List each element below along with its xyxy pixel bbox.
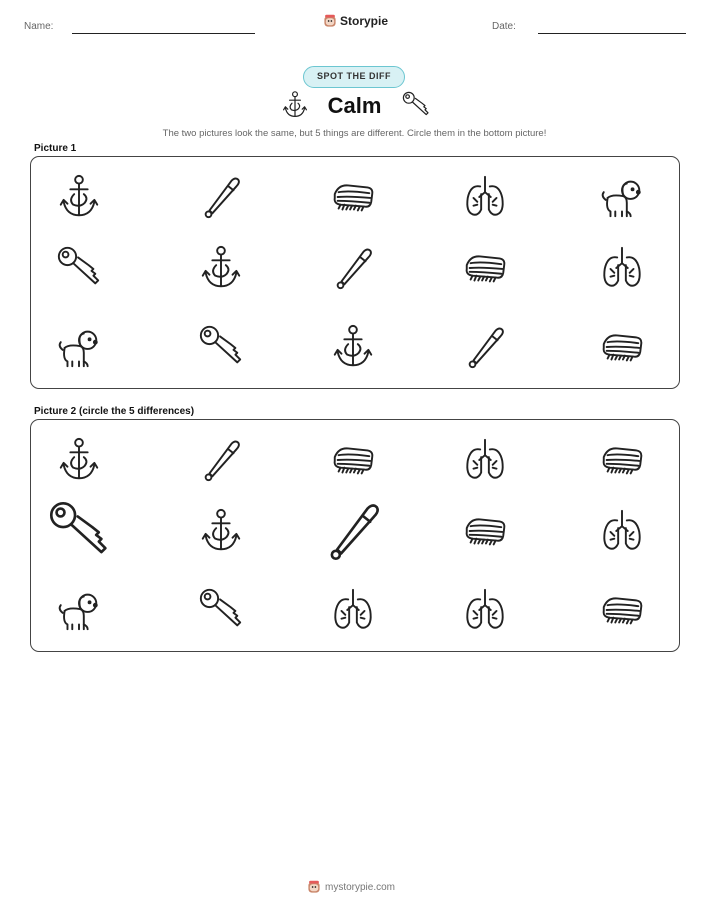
page-title: Calm [327,93,382,118]
blanket-icon[interactable] [329,436,377,484]
picture-2-panel[interactable] [30,419,680,652]
puppy-icon[interactable] [55,586,103,634]
blanket-icon [329,173,377,221]
lungs-icon[interactable] [461,436,509,484]
blanket-icon [598,323,646,371]
picture-2-label: Picture 2 (circle the 5 differences) [34,406,195,417]
key-icon [197,323,245,371]
date-label: Date: [492,21,516,32]
baseball-bat-icon[interactable] [320,498,386,564]
blanket-icon [461,244,509,292]
anchor-icon [197,244,245,292]
date-line[interactable] [538,33,686,34]
key-icon[interactable] [197,586,245,634]
storypie-logo-icon [323,14,337,28]
picture-1-label: Picture 1 [34,143,77,154]
puppy-icon [55,323,103,371]
lungs-icon[interactable] [598,507,646,555]
key-icon [401,90,431,120]
baseball-bat-icon[interactable] [197,436,245,484]
anchor-icon [55,173,103,221]
name-line[interactable] [72,33,255,34]
key-icon[interactable] [46,498,112,564]
lungs-icon[interactable] [329,586,377,634]
brand-name: Storypie [340,14,389,28]
lungs-icon[interactable] [461,586,509,634]
footer [307,880,395,894]
brand [323,14,388,28]
footer-url[interactable]: mystorypie.com [325,881,396,893]
blanket-icon[interactable] [598,586,646,634]
baseball-bat-icon [197,173,245,221]
picture-1-panel [30,156,680,389]
instructions: The two pictures look the same, but 5 things are different. Circle them in the bottom picture! [162,128,547,139]
blanket-icon[interactable] [598,436,646,484]
baseball-bat-icon [461,323,509,371]
anchor-icon[interactable] [197,507,245,555]
name-label: Name: [24,21,54,32]
activity-badge: SPOT THE DIFF [303,66,405,88]
lungs-icon [461,173,509,221]
lungs-icon [598,244,646,292]
anchor-icon [329,323,377,371]
key-icon [55,244,103,292]
blanket-icon[interactable] [461,507,509,555]
puppy-icon [598,173,646,221]
baseball-bat-icon [329,244,377,292]
anchor-icon[interactable] [55,436,103,484]
storypie-logo-icon [307,880,321,894]
